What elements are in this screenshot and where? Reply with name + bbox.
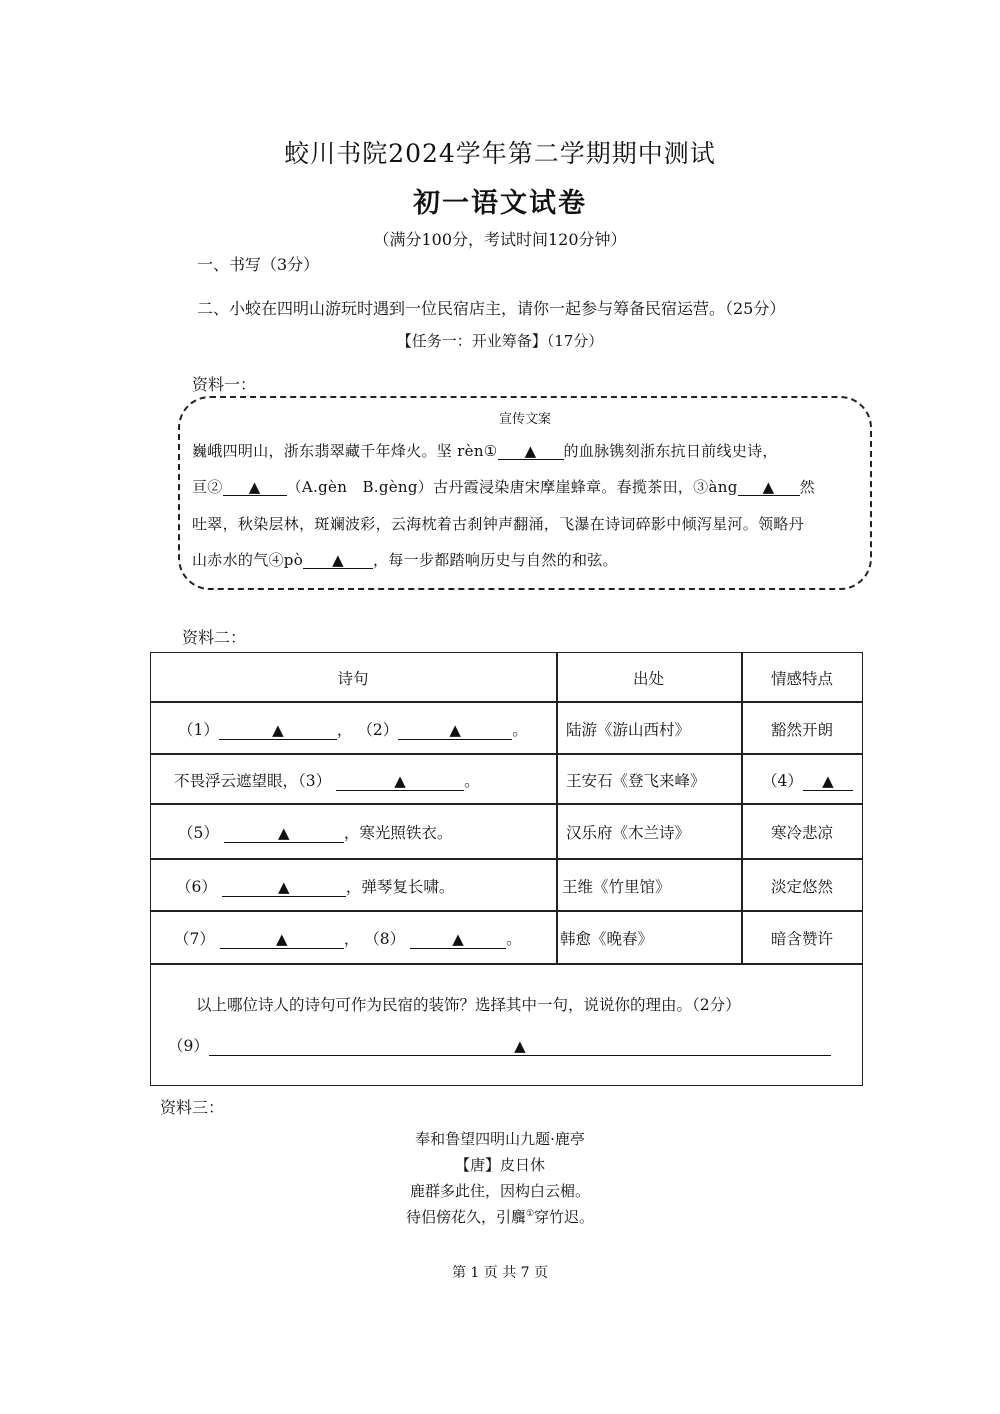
- blank-number: （8）: [364, 930, 406, 948]
- promo-text: 然: [799, 478, 815, 496]
- school-title: 蛟川书院2024学年第二学期期中测试: [284, 139, 716, 168]
- table-row: [174, 769, 480, 791]
- source-cell: 王安石《登飞来峰》: [566, 772, 706, 790]
- source-cell: 汉乐府《木兰诗》: [566, 824, 691, 842]
- poem-line-2: [0, 1206, 1000, 1227]
- promo-text: 山赤水的气④pò: [192, 551, 304, 569]
- triangle-icon: ▲: [449, 721, 461, 739]
- emotion-cell: 淡定悠然: [770, 878, 833, 896]
- paper-subtitle: （满分100分，考试时间120分钟）: [373, 230, 627, 249]
- emotion-cell: 寒冷悲凉: [770, 824, 833, 842]
- promo-line-2: [192, 476, 815, 497]
- poem-text: 不畏浮云遮望眼，: [174, 772, 299, 790]
- answer-blank[interactable]: [803, 774, 853, 791]
- blank-number: （6）: [176, 878, 217, 896]
- triangle-icon: ▲: [332, 551, 344, 569]
- promo-line-4: [192, 549, 618, 570]
- punct: 。: [512, 721, 528, 739]
- blank-number: （7）: [174, 930, 215, 948]
- answer-blank[interactable]: [410, 932, 506, 949]
- col-header-poem: 诗句: [337, 670, 369, 688]
- answer-blank[interactable]: [220, 932, 344, 949]
- source-cell: 陆游《游山西村》: [566, 721, 691, 739]
- promo-line-3: 吐翠，秋染层林，斑斓波彩，云海枕着古刹钟声翻涌，飞瀑在诗词碎影中倾泻星河。领略丹: [192, 515, 805, 533]
- col-header-emotion: 情感特点: [770, 670, 833, 688]
- table-row: [176, 875, 454, 897]
- source-cell: 韩愈《晚春》: [560, 930, 654, 948]
- promo-line-1: [192, 440, 778, 461]
- blank-number: （2）: [357, 721, 399, 739]
- blank-number: （1）: [178, 721, 219, 739]
- answer-blank[interactable]: [222, 880, 346, 897]
- triangle-icon: ▲: [762, 478, 775, 496]
- poem-title: 奉和鲁望四明山九题·鹿亭: [415, 1130, 585, 1148]
- answer-blank[interactable]: [398, 723, 512, 740]
- paper-title: 初一语文试卷: [413, 188, 587, 219]
- answer-blank[interactable]: [219, 723, 337, 740]
- answer-blank-2[interactable]: [223, 480, 287, 496]
- emotion-cell: 豁然开朗: [770, 721, 833, 739]
- answer-blank-9[interactable]: [209, 1039, 831, 1056]
- question-9-answer: [168, 1034, 831, 1056]
- table-row: [178, 718, 528, 740]
- source-cell: 王维《竹里馆》: [562, 878, 671, 896]
- col-header-source: 出处: [632, 670, 664, 688]
- punct: 。: [464, 772, 480, 790]
- section-writing: 一、书写（3分）: [197, 255, 320, 274]
- blank-number: （9）: [168, 1037, 209, 1055]
- material-three-label: 资料三：: [160, 1098, 225, 1117]
- emotion-cell: [762, 769, 853, 791]
- poem-text: 穿竹迟。: [534, 1208, 595, 1226]
- triangle-icon: ▲: [278, 824, 290, 842]
- blank-number: （4）: [762, 772, 803, 790]
- triangle-icon: ▲: [394, 772, 406, 790]
- material-one-label: 资料一：: [192, 375, 257, 394]
- triangle-icon: ▲: [272, 721, 284, 739]
- triangle-icon: ▲: [276, 930, 288, 948]
- promo-text: 亘②: [192, 478, 223, 496]
- answer-blank[interactable]: [336, 774, 464, 791]
- punct: ，: [336, 721, 353, 739]
- table-row: [174, 927, 522, 949]
- triangle-icon: ▲: [524, 442, 537, 460]
- promo-text: （A.gèn B.gèng）古丹霞浸染唐宋摩崖蜂章。春揽茶田，③àng: [286, 478, 738, 496]
- punct: ，: [343, 930, 360, 948]
- poem-text: 待侣傍花久，引麛: [405, 1208, 526, 1226]
- page-footer: 第 1 页 共 7 页: [451, 1265, 549, 1281]
- answer-blank-1[interactable]: [498, 444, 564, 460]
- promo-title: 宣传文案: [498, 412, 551, 427]
- promo-text: ，每一步都踏响历史与自然的和弦。: [373, 551, 618, 569]
- material-two-label: 资料二：: [182, 628, 247, 647]
- answer-blank-3[interactable]: [738, 480, 800, 496]
- blank-number: （5）: [178, 824, 219, 842]
- emotion-cell: 暗含赞许: [770, 930, 833, 948]
- poem-author: 【唐】皮日休: [454, 1156, 545, 1174]
- task-one-title: 【任务一：开业筹备】（17分）: [396, 332, 604, 350]
- promo-text: 的血脉镌刻浙东抗日前线史诗，: [563, 442, 778, 460]
- triangle-icon: ▲: [822, 772, 834, 790]
- triangle-icon: ▲: [514, 1037, 526, 1055]
- poem-line-1: 鹿群多此住，因构白云楣。: [409, 1182, 590, 1200]
- question-9-text: 以上哪位诗人的诗句可作为民宿的装饰？选择其中一句，说说你的理由。（2分）: [196, 996, 741, 1014]
- footnote-mark: ①: [525, 1209, 535, 1219]
- table-row: [178, 821, 452, 843]
- punct: 。: [506, 930, 522, 948]
- poem-text: ，寒光照铁衣。: [343, 824, 453, 842]
- section-two: 二、小蛟在四明山游玩时遇到一位民宿店主，请你一起参与筹备民宿运营。（25分）: [197, 299, 786, 318]
- triangle-icon: ▲: [452, 930, 464, 948]
- promo-text: 巍峨四明山，浙东翡翠藏千年烽火。坚 rèn①: [192, 442, 498, 460]
- triangle-icon: ▲: [248, 478, 261, 496]
- answer-blank[interactable]: [224, 826, 344, 843]
- answer-blank-4[interactable]: [303, 553, 373, 569]
- poem-text: ，弹琴复长啸。: [345, 878, 455, 896]
- blank-number: （3）: [298, 772, 332, 790]
- triangle-icon: ▲: [278, 878, 290, 896]
